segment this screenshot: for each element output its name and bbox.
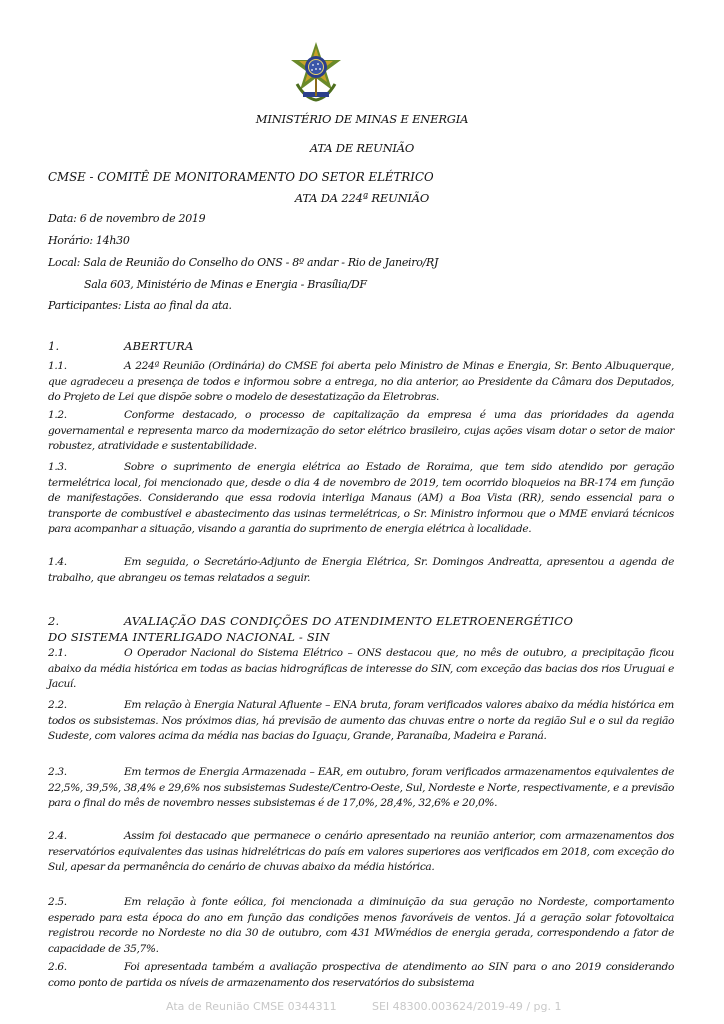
meeting-date: Data: 6 de novembro de 2019 bbox=[48, 212, 206, 225]
paragraph bbox=[48, 698, 674, 745]
footer-document-id: Ata de Reunião CMSE 0344311 bbox=[166, 1000, 337, 1013]
paragraph bbox=[48, 460, 674, 538]
paragraph bbox=[48, 765, 674, 812]
paragraph bbox=[48, 829, 674, 876]
section-title: AVALIAÇÃO DAS CONDIÇÕES DO ATENDIMENTO ELETROENERGÉTICO bbox=[124, 614, 574, 628]
paragraph-number: 1.1. bbox=[48, 360, 67, 372]
paragraph-text: Em termos de Energia Armazenada – EAR, em outubro, foram verificados armazenamentos equivalentes de 22,5%, 39,5%, 38,4% e 29,6% nos subsistemas Sudeste/Centro-Oeste, Sul, Nordeste e Norte, respectivamente, e a previsão para o final do mês de novembro nesses subsistemas é de 17,0%, 28,4%, 32,6% e 20,0%. bbox=[48, 766, 674, 809]
section-title: ABERTURA bbox=[124, 339, 194, 353]
paragraph-number: 1.2. bbox=[48, 409, 67, 421]
paragraph bbox=[48, 359, 674, 406]
paragraph-number: 1.3. bbox=[48, 461, 67, 473]
document-type: ATA DE REUNIÃO bbox=[309, 141, 415, 155]
paragraph-text: Em relação à fonte eólica, foi mencionada a diminuição da sua geração no Nordeste, comportamento esperado para esta época do ano em função das condições menos favoráveis de ventos. Já a geração solar fotovoltaica registrou recorde no Nordeste no dia 30 de outubro, com 431 MWmédios de energia gerada, correspondendo a fator de capacidade de 35,7%. bbox=[48, 896, 674, 955]
paragraph-number: 2.3. bbox=[48, 766, 67, 778]
meeting-participants: Participantes: Lista ao final da ata. bbox=[48, 299, 232, 312]
paragraph-text: Conforme destacado, o processo de capitalização da empresa é uma das prioridades da agenda governamental e representa marco da modernização do setor elétrico brasileiro, cujas ações visam dotar o setor de maior robustez, atratividade e sustentabilidade. bbox=[48, 409, 674, 452]
paragraph-number: 2.1. bbox=[48, 647, 67, 659]
paragraph bbox=[48, 646, 674, 693]
paragraph-text: Sobre o suprimento de energia elétrica ao Estado de Roraima, que tem sido atendido por geração termelétrica local, foi mencionado que, desde o dia 4 de novembro de 2019, tem ocorrido bloqueios na BR-174 em função de manifestações. Considerando que essa rodovia interliga Manaus (AM) a Boa Vista (RR), sendo essencial para o transporte de combustível e abastecimento das usinas termelétricas, o Sr. Ministro informou que o MME enviará técnicos para acompanhar a situação, visando a garantia do suprimento de energia elétrica à localidade. bbox=[48, 461, 674, 535]
paragraph bbox=[48, 960, 674, 991]
meeting-location: Local: Sala de Reunião do Conselho do ONS - 8º andar - Rio de Janeiro/RJ bbox=[48, 256, 439, 269]
footer-process-page: SEI 48300.003624/2019-49 / pg. 1 bbox=[372, 1000, 562, 1013]
paragraph-number: 2.5. bbox=[48, 896, 67, 908]
paragraph bbox=[48, 895, 674, 957]
paragraph-text: Assim foi destacado que permanece o cenário apresentado na reunião anterior, com armazenamentos dos reservatórios equivalentes das usinas hidrelétricas do país em valores superiores aos verificados em 2018, com exceção do Sul, apesar da permanência do cenário de chuvas abaixo da média histórica. bbox=[48, 830, 674, 873]
coat-of-arms-icon bbox=[287, 40, 345, 102]
committee-title: CMSE - COMITÊ DE MONITORAMENTO DO SETOR ELÉTRICO bbox=[48, 170, 434, 184]
paragraph-text: Em seguida, o Secretário-Adjunto de Energia Elétrica, Sr. Domingos Andreatta, apresentou a agenda de trabalho, que abrangeu os temas relatados a seguir. bbox=[48, 556, 674, 584]
paragraph-text: Foi apresentada também a avaliação prospectiva de atendimento ao SIN para o ano 2019 considerando como ponto de partida os níveis de armazenamento dos reservatórios do subsistema bbox=[48, 961, 674, 989]
paragraph-number: 2.6. bbox=[48, 961, 67, 973]
paragraph-text: O Operador Nacional do Sistema Elétrico – ONS destacou que, no mês de outubro, a precipitação ficou abaixo da média histórica em todas as bacias hidrográficas de interesse do SIN, com exceção das bacias dos rios Uruguai e Jacuí. bbox=[48, 647, 674, 690]
paragraph-text: A 224ª Reunião (Ordinária) do CMSE foi aberta pelo Ministro de Minas e Energia, Sr. Bento Albuquerque, que agradeceu a presença de todos e informou sobre a entrega, no dia anterior, ao Presidente da Câmara dos Deputados, do Projeto de Lei que dispõe sobre o modelo de desestatização da Eletrobras. bbox=[48, 360, 674, 403]
paragraph-number: 2.4. bbox=[48, 830, 67, 842]
paragraph bbox=[48, 408, 674, 455]
section-title-continued: DO SISTEMA INTERLIGADO NACIONAL - SIN bbox=[48, 630, 330, 644]
paragraph-text: Em relação à Energia Natural Afluente – ENA bruta, foram verificados valores abaixo da média histórica em todos os subsistemas. Nos próximos dias, há previsão de aumento das chuvas entre o norte da região Sul e o sul da região Sudeste, com valores acima da média nas bacias do Iguaçu, Grande, Paranaíba, Madeira e Paraná. bbox=[48, 699, 674, 742]
meeting-location-secondary: Sala 603, Ministério de Minas e Energia - Brasília/DF bbox=[84, 278, 367, 291]
paragraph-number: 2.2. bbox=[48, 699, 67, 711]
paragraph bbox=[48, 555, 674, 586]
meeting-time: Horário: 14h30 bbox=[48, 234, 130, 247]
ministry-title: MINISTÉRIO DE MINAS E ENERGIA bbox=[255, 112, 469, 126]
meeting-title: ATA DA 224ª REUNIÃO bbox=[294, 191, 430, 205]
section-number: 1. bbox=[48, 339, 60, 353]
section-number: 2. bbox=[48, 614, 60, 628]
section-heading bbox=[48, 613, 674, 645]
paragraph-number: 1.4. bbox=[48, 556, 67, 568]
section-heading bbox=[48, 339, 674, 353]
